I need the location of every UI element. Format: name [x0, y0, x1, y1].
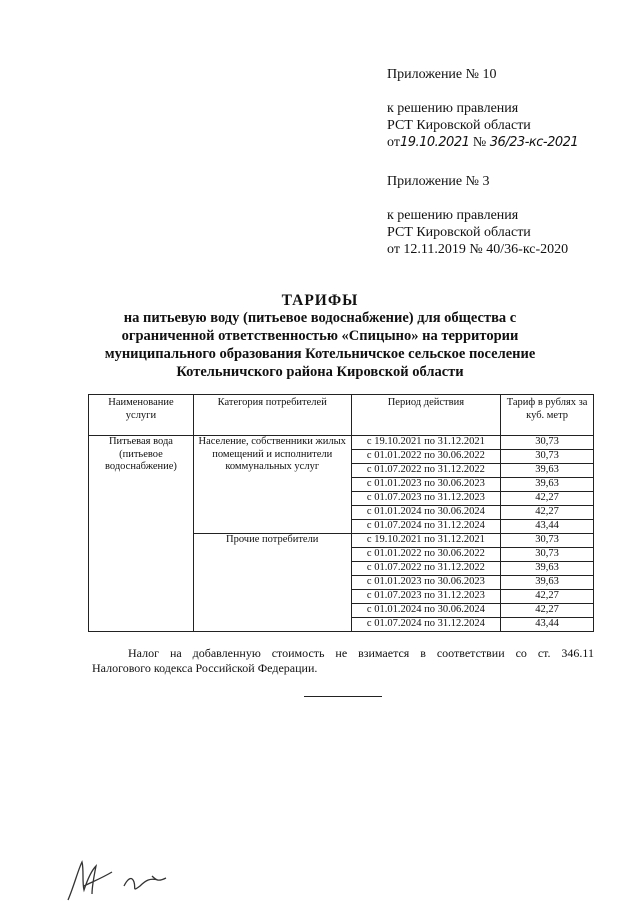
- tariff-cell: 30,73: [501, 548, 594, 562]
- appendix-10-title: Приложение № 10: [387, 67, 497, 82]
- appendix-3-title: Приложение № 3: [387, 174, 490, 189]
- table-header-row: [89, 395, 594, 436]
- tariff-cell: 39,63: [501, 464, 594, 478]
- handwritten-number: 36/23-кс-2021: [489, 135, 579, 150]
- header-service: Наименование услуги: [89, 395, 194, 436]
- period-cell: с 01.01.2023 по 30.06.2023: [351, 478, 501, 492]
- period-cell: с 01.01.2024 по 30.06.2024: [351, 506, 501, 520]
- handwritten-signature-icon: [62, 856, 182, 904]
- header-tariff: Тариф в рублях за куб. метр: [501, 395, 594, 436]
- service-cell: Питьевая вода (питьевое водоснабжение): [89, 436, 194, 632]
- period-cell: с 01.07.2023 по 31.12.2023: [351, 590, 501, 604]
- period-cell: с 19.10.2021 по 31.12.2021: [351, 534, 501, 548]
- tariff-cell: 42,27: [501, 506, 594, 520]
- period-cell: с 01.07.2024 по 31.12.2024: [351, 618, 501, 632]
- heading-line-4: Котельничского района Кировской области: [176, 364, 464, 380]
- header-category: Категория потребителей: [193, 395, 351, 436]
- tariff-table: [88, 394, 594, 632]
- document-title: ТАРИФЫ: [281, 292, 359, 309]
- tariff-table-body: [89, 436, 594, 632]
- period-cell: с 01.07.2024 по 31.12.2024: [351, 520, 501, 534]
- vat-note-line2: Налогового кодекса Российской Федерации.: [92, 661, 318, 675]
- period-cell: с 01.01.2022 по 30.06.2022: [351, 450, 501, 464]
- heading-line-1: на питьевую воду (питьевое водоснабжение) для общества с: [123, 310, 517, 326]
- appendix-10-line1: к решению правления: [387, 101, 519, 116]
- vat-note: [92, 646, 594, 676]
- header-period: Период действия: [351, 395, 501, 436]
- appendix-3-block: [387, 173, 568, 258]
- period-cell: с 01.01.2023 по 30.06.2023: [351, 576, 501, 590]
- tariff-cell: 42,27: [501, 604, 594, 618]
- appendix-10-from: от: [387, 135, 400, 150]
- tariff-cell: 30,73: [501, 534, 594, 548]
- period-cell: с 01.01.2024 по 30.06.2024: [351, 604, 501, 618]
- tariff-cell: 39,63: [501, 478, 594, 492]
- end-divider: [304, 696, 382, 697]
- tariff-cell: 43,44: [501, 618, 594, 632]
- appendix-10-no: №: [472, 135, 487, 150]
- tariff-cell: 42,27: [501, 590, 594, 604]
- appendix-3-line1: к решению правления: [387, 208, 519, 223]
- period-cell: с 01.07.2022 по 31.12.2022: [351, 464, 501, 478]
- category-cell: Население, собственники жилых помещений и исполнители коммунальных услуг: [193, 436, 351, 534]
- appendix-3-line3: от 12.11.2019 № 40/36-кс-2020: [387, 242, 569, 257]
- appendix-10-line2: РСТ Кировской области: [387, 118, 531, 133]
- table-row: [89, 436, 594, 450]
- tariff-cell: 43,44: [501, 520, 594, 534]
- period-cell: с 01.01.2022 по 30.06.2022: [351, 548, 501, 562]
- heading-line-2: ограниченной ответственностью «Спицыно» на территории: [121, 328, 519, 344]
- period-cell: с 19.10.2021 по 31.12.2021: [351, 436, 501, 450]
- appendix-10-block: [387, 66, 578, 151]
- appendix-3-line2: РСТ Кировской области: [387, 225, 531, 240]
- appendix-10-date-line: [387, 134, 578, 151]
- period-cell: с 01.07.2022 по 31.12.2022: [351, 562, 501, 576]
- heading-line-3: муниципального образования Котельничское сельское поселение: [104, 346, 536, 362]
- period-cell: с 01.07.2023 по 31.12.2023: [351, 492, 501, 506]
- handwritten-date: 19.10.2021: [399, 135, 470, 150]
- tariff-cell: 39,63: [501, 576, 594, 590]
- tariff-cell: 39,63: [501, 562, 594, 576]
- vat-note-line1: Налог на добавленную стоимость не взимается в соответствии со ст. 346.11: [128, 646, 594, 660]
- tariff-cell: 30,73: [501, 436, 594, 450]
- tariff-cell: 42,27: [501, 492, 594, 506]
- category-cell: Прочие потребители: [193, 534, 351, 632]
- tariff-cell: 30,73: [501, 450, 594, 464]
